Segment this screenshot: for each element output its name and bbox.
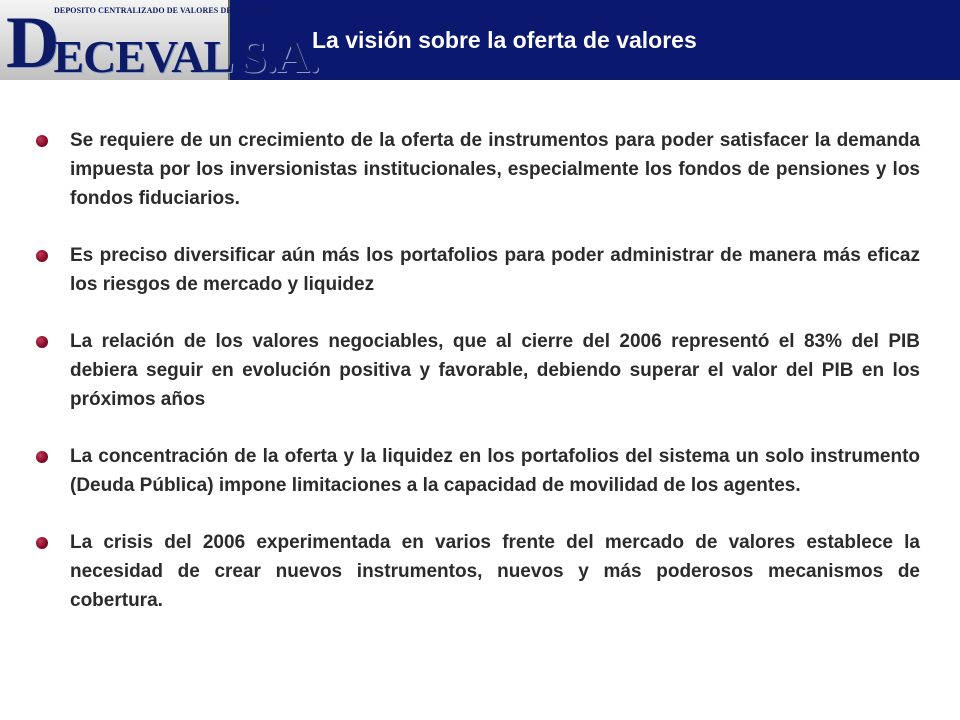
bullet-marker-icon: [36, 537, 48, 549]
logo-letter: D: [6, 2, 60, 84]
bullet-item: [30, 528, 920, 615]
slide-title: La visión sobre la oferta de valores: [312, 27, 697, 53]
logo-name: [6, 2, 319, 84]
bullet-list: [30, 126, 920, 643]
bullet-item: [30, 442, 920, 500]
bullet-marker-icon: [36, 451, 48, 463]
bullet-item: [30, 241, 920, 299]
deceval-logo: [0, 0, 319, 84]
bullet-text: Es preciso diversificar aún más los portafolios para poder administrar de manera más eficaz los riesgos de mercado y liquidez: [70, 245, 920, 295]
logo-name-rest: ECEVAL S.A.: [53, 31, 319, 82]
bullet-text: La relación de los valores negociables, que al cierre del 2006 representó el 83% del PIB debiera seguir en evolución positiva y favorable, debiendo superar el valor del PIB en los próximos años: [70, 331, 920, 410]
bullet-marker-icon: [36, 135, 48, 147]
header-bar: [0, 0, 960, 84]
bullet-marker-icon: [36, 250, 48, 262]
logo-tagline: DEPOSITO CENTRALIZADO DE VALORES DE COLOMBIA: [54, 6, 281, 15]
bullet-text: La concentración de la oferta y la liquidez en los portafolios del sistema un solo instrumento (Deuda Pública) impone limitaciones a la capacidad de movilidad de los agentes.: [70, 446, 920, 496]
bullet-item: [30, 327, 920, 414]
bullet-text: La crisis del 2006 experimentada en varios frente del mercado de valores establece la necesidad de crear nuevos instrumentos, nuevos y más poderosos mecanismos de cobertura.: [70, 532, 920, 611]
bullet-text: Se requiere de un crecimiento de la oferta de instrumentos para poder satisfacer la demanda impuesta por los inversionistas institucionales, especialmente los fondos de pensiones y los fondos fiduciarios.: [70, 130, 920, 209]
bullet-item: [30, 126, 920, 213]
bullet-marker-icon: [36, 336, 48, 348]
